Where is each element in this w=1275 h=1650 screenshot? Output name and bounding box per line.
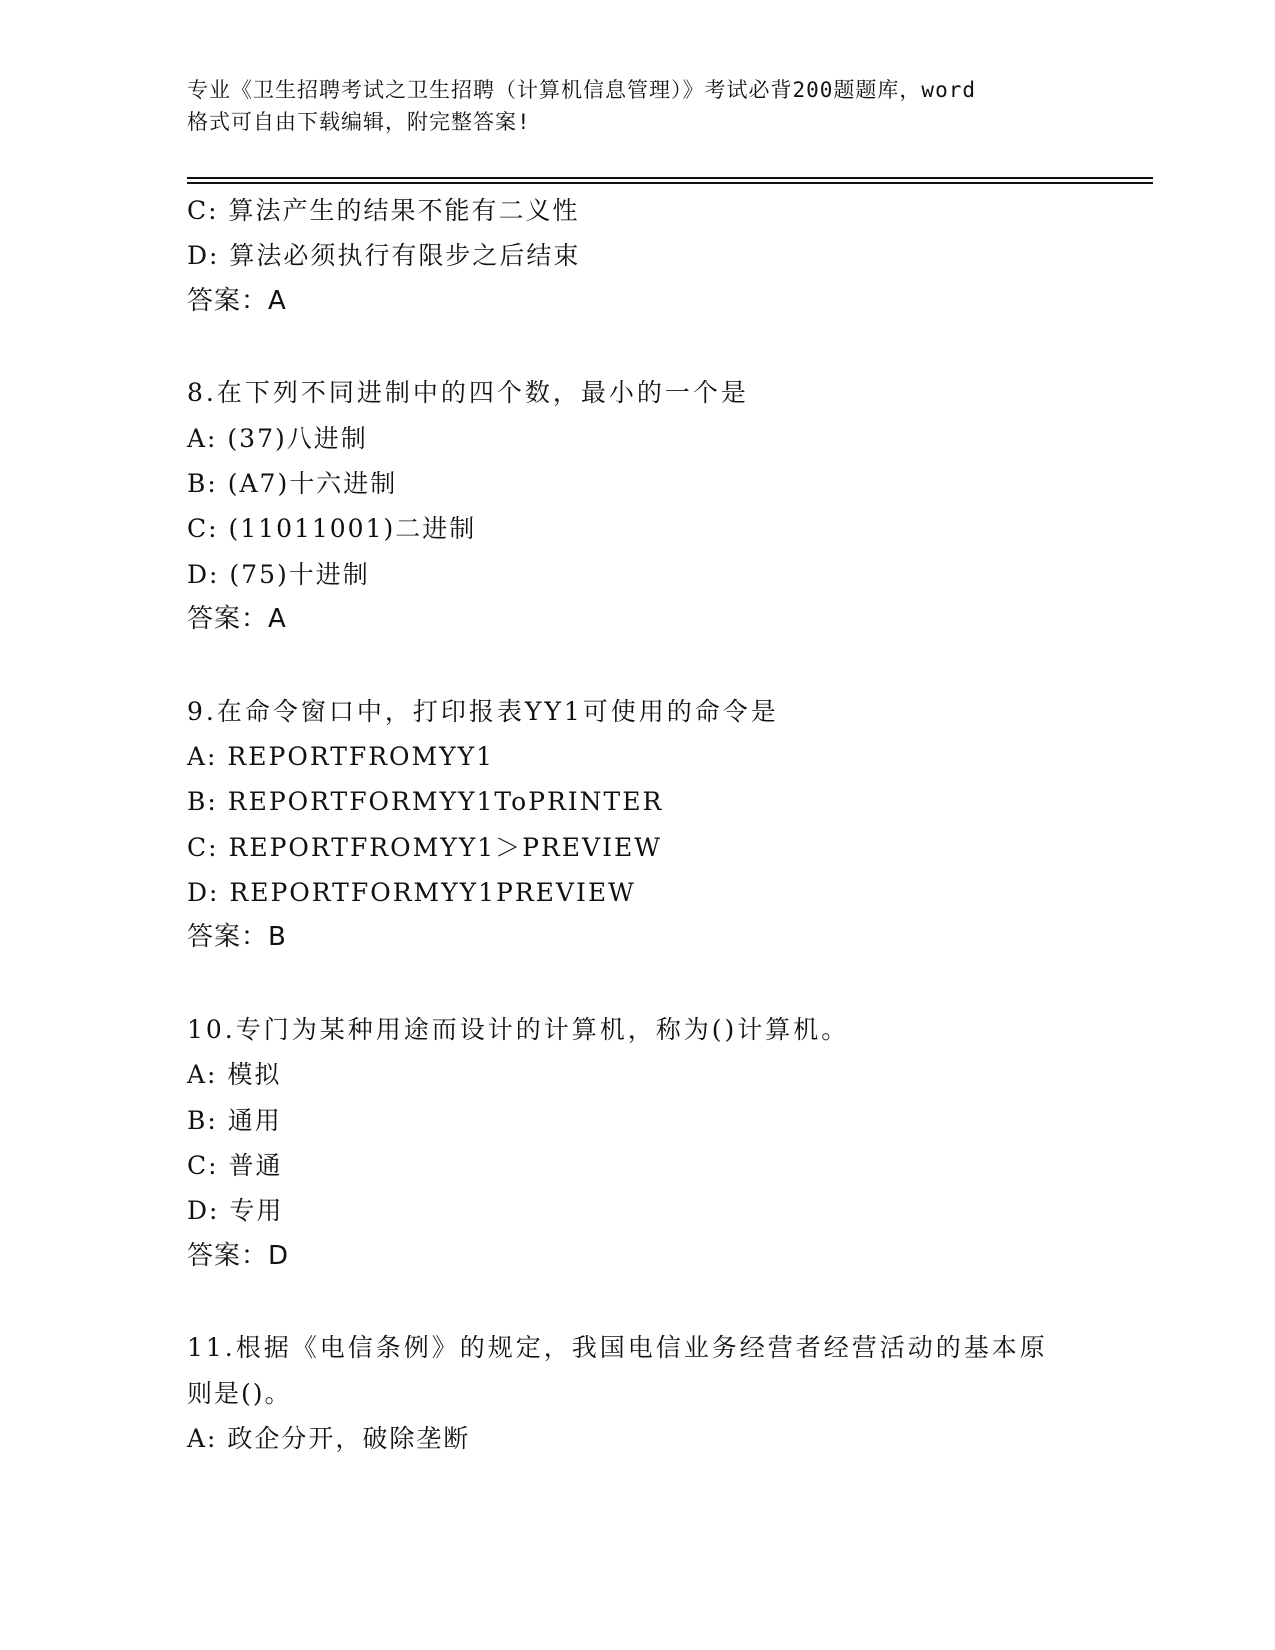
option-c: C: 普通: [187, 1151, 283, 1181]
question-10-block: [187, 1007, 1107, 1279]
option-a: A: REPORTFROMYY1: [187, 741, 495, 771]
question-text: 8.在下列不同进制中的四个数，最小的一个是: [187, 378, 749, 408]
header-divider-bottom: [187, 182, 1153, 184]
option-a: A: (37)八进制: [187, 423, 368, 453]
option-a: A: 政企分开，破除垄断: [187, 1423, 471, 1453]
question-8-block: [187, 370, 1107, 642]
question-9-block: [187, 689, 1107, 961]
question-text: 9.在命令窗口中，打印报表YY1可使用的命令是: [187, 696, 779, 726]
option-b: B: REPORTFORMYY1ToPRINTER: [187, 787, 664, 817]
option-c: C: 算法产生的结果不能有二义性: [187, 196, 580, 225]
answer-label: 答案：B: [187, 922, 287, 953]
header-line-2: 格式可自由下载编辑，附完整答案!: [187, 110, 531, 134]
spacer: [187, 324, 1107, 370]
option-d: D: (75)十进制: [187, 559, 370, 589]
question-11-block: [187, 1325, 1107, 1461]
answer-label: 答案：A: [187, 285, 287, 316]
option-b: B: (A7)十六进制: [187, 468, 398, 498]
option-d: D: REPORTFORMYY1PREVIEW: [187, 878, 636, 908]
answer-label: 答案：A: [187, 604, 287, 635]
document-header: [187, 74, 1087, 138]
spacer: [187, 961, 1107, 1007]
question-text: 10.专门为某种用途而设计的计算机，称为()计算机。: [187, 1014, 850, 1044]
option-a: A: 模拟: [187, 1060, 282, 1090]
answer-label: 答案：D: [187, 1240, 290, 1271]
question-text-continued: 则是()。: [187, 1378, 292, 1408]
header-divider-top: [187, 177, 1153, 179]
spacer: [187, 1279, 1107, 1325]
question-text: 11.根据《电信条例》的规定，我国电信业务经营者经营活动的基本原: [187, 1333, 1048, 1363]
option-d: D: 专用: [187, 1196, 284, 1226]
header-line-1: 专业《卫生招聘考试之卫生招聘（计算机信息管理）》考试必背200题题库，word: [187, 78, 976, 102]
question-7-block: [187, 188, 1107, 324]
option-d: D: 算法必须执行有限步之后结束: [187, 241, 581, 271]
question-list: [187, 188, 1107, 1461]
spacer: [187, 643, 1107, 689]
option-c: C: (11011001)二进制: [187, 514, 477, 544]
option-c: C: REPORTFROMYY1＞PREVIEW: [187, 832, 662, 862]
option-b: B: 通用: [187, 1105, 282, 1135]
